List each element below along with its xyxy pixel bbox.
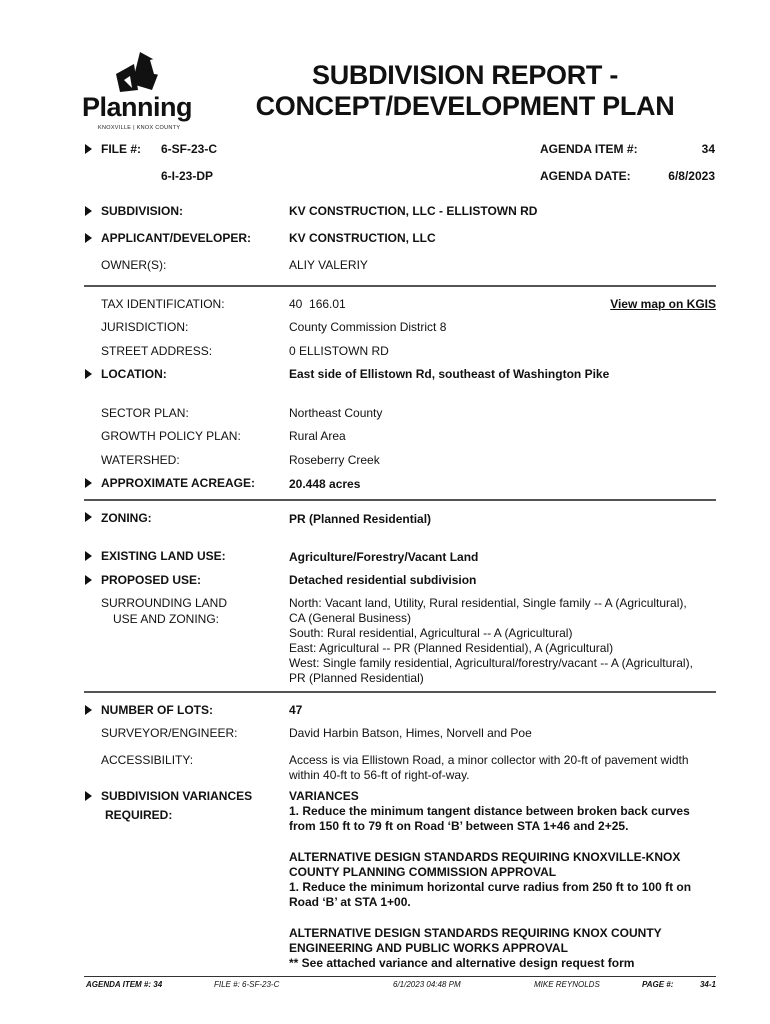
agenda-item-value: 34 (701, 142, 715, 156)
footer-page-label: PAGE #: (642, 980, 674, 989)
bullet-arrow-icon (85, 369, 92, 379)
variances-block (289, 789, 690, 834)
file-number-1: 6-SF-23-C (161, 142, 218, 156)
file-number-2: 6-I-23-DP (161, 169, 214, 183)
bullet-arrow-icon (85, 233, 92, 243)
surrounding-line: South: Rural residential, Agricultural -- A (Agricultural) (289, 626, 573, 640)
bullet-arrow-icon (85, 705, 92, 715)
zoning-label: ZONING: (101, 511, 152, 525)
surrounding-line: PR (Planned Residential) (289, 671, 424, 685)
engineering-standards-block (289, 926, 662, 971)
owner-label: OWNER(S): (101, 258, 167, 272)
standards-heading: ALTERNATIVE DESIGN STANDARDS REQUIRING KNOXVILLE-KNOX (289, 850, 681, 864)
variances-heading: VARIANCES (289, 789, 359, 803)
subdivision-label: SUBDIVISION: (101, 204, 184, 218)
page-title (230, 60, 700, 122)
logo-wordmark: Planning (82, 92, 192, 122)
existing-use-value: Agriculture/Forestry/Vacant Land (289, 550, 479, 564)
footer-file: FILE #: 6-SF-23-C (214, 980, 280, 989)
surrounding-line: CA (General Business) (289, 611, 412, 625)
standards-item: Road ‘B’ at STA 1+00. (289, 895, 411, 909)
acreage-value: 20.448 acres (289, 477, 361, 491)
divider (84, 691, 716, 693)
acreage-label: APPROXIMATE ACREAGE: (101, 476, 256, 490)
variance-item: from 150 ft to 79 ft on Road ‘B’ between STA 1+46 and 2+25. (289, 819, 629, 833)
variance-item: 1. Reduce the minimum tangent distance between broken back curves (289, 804, 690, 818)
watershed-value: Roseberry Creek (289, 453, 380, 467)
accessibility-value (289, 753, 689, 783)
footer-agenda: AGENDA ITEM #: 34 (86, 980, 163, 989)
zoning-value: PR (Planned Residential) (289, 512, 432, 526)
footer-author: MIKE REYNOLDS (534, 980, 600, 989)
footer-datetime: 6/1/2023 04:48 PM (393, 980, 461, 989)
location-value: East side of Ellistown Rd, southeast of Washington Pike (289, 367, 610, 381)
accessibility-label: ACCESSIBILITY: (101, 753, 194, 767)
logo-mark-icon (110, 50, 170, 94)
standards-note: ** See attached variance and alternative design request form (289, 956, 635, 970)
title-line-2: CONCEPT/DEVELOPMENT PLAN (255, 91, 675, 121)
standards-heading: COUNTY PLANNING COMMISSION APPROVAL (289, 865, 557, 879)
sector-plan-value: Northeast County (289, 406, 383, 420)
lots-value: 47 (289, 703, 303, 717)
surrounding-value (289, 596, 693, 686)
divider (84, 499, 716, 501)
surrounding-line: North: Vacant land, Utility, Rural residential, Single family -- A (Agricultural), (289, 596, 687, 610)
street-address-value: 0 ELLISTOWN RD (289, 344, 389, 358)
bullet-arrow-icon (85, 144, 92, 154)
tax-id-value: 40 166.01 (289, 297, 346, 311)
growth-policy-value: Rural Area (289, 429, 346, 443)
bullet-arrow-icon (85, 512, 92, 522)
sector-plan-label: SECTOR PLAN: (101, 406, 189, 420)
variances-label-2: REQUIRED: (105, 808, 173, 822)
jurisdiction-label: JURISDICTION: (101, 320, 189, 334)
bullet-arrow-icon (85, 551, 92, 561)
accessibility-line: Access is via Ellistown Road, a minor collector with 20-ft of pavement width (289, 753, 689, 767)
logo-subtitle: KNOXVILLE | KNOX COUNTY (98, 125, 181, 131)
surveyor-label: SURVEYOR/ENGINEER: (101, 726, 238, 740)
jurisdiction-value: County Commission District 8 (289, 320, 447, 334)
bullet-arrow-icon (85, 206, 92, 216)
surveyor-value: David Harbin Batson, Himes, Norvell and Poe (289, 726, 532, 740)
standards-item: 1. Reduce the minimum horizontal curve radius from 250 ft to 100 ft on (289, 880, 692, 894)
surrounding-label-1: SURROUNDING LAND (101, 596, 228, 610)
owner-value: ALIY VALERIY (289, 258, 368, 272)
footer-page-number: 34-1 (699, 980, 716, 989)
surrounding-line: West: Single family residential, Agricultural/forestry/vacant -- A (Agricultural), (289, 656, 693, 670)
title-line-1: SUBDIVISION REPORT - (311, 60, 619, 90)
bullet-arrow-icon (85, 575, 92, 585)
surrounding-label-2: USE AND ZONING: (113, 612, 220, 626)
divider (84, 285, 716, 287)
agenda-date-label: AGENDA DATE: (540, 169, 631, 183)
bullet-arrow-icon (85, 791, 92, 801)
growth-policy-label: GROWTH POLICY PLAN: (101, 429, 241, 443)
planning-logo (82, 50, 202, 134)
standards-heading: ALTERNATIVE DESIGN STANDARDS REQUIRING KNOX COUNTY (289, 926, 662, 940)
existing-use-label: EXISTING LAND USE: (101, 549, 226, 563)
watershed-label: WATERSHED: (101, 453, 180, 467)
applicant-label: APPLICANT/DEVELOPER: (101, 231, 252, 245)
surrounding-line: East: Agricultural -- PR (Planned Residential), A (Agricultural) (289, 641, 614, 655)
file-label: FILE #: (101, 142, 142, 156)
variances-label-1: SUBDIVISION VARIANCES (101, 789, 253, 803)
kgis-map-link[interactable]: View map on KGIS (610, 297, 716, 311)
location-label: LOCATION: (101, 367, 167, 381)
agenda-date-value: 6/8/2023 (668, 169, 715, 183)
proposed-use-value: Detached residential subdivision (289, 573, 477, 587)
applicant-value: KV CONSTRUCTION, LLC (289, 231, 436, 245)
bullet-arrow-icon (85, 478, 92, 488)
footer-divider (84, 976, 716, 977)
planning-standards-block (289, 850, 691, 910)
street-address-label: STREET ADDRESS: (101, 344, 213, 358)
subdivision-value: KV CONSTRUCTION, LLC - ELLISTOWN RD (289, 204, 538, 218)
lots-label: NUMBER OF LOTS: (101, 703, 213, 717)
accessibility-line: within 40-ft to 56-ft of right-of-way. (289, 768, 470, 782)
agenda-item-label: AGENDA ITEM #: (540, 142, 638, 156)
tax-id-label: TAX IDENTIFICATION: (101, 297, 225, 311)
standards-heading: ENGINEERING AND PUBLIC WORKS APPROVAL (289, 941, 568, 955)
proposed-use-label: PROPOSED USE: (101, 573, 202, 587)
